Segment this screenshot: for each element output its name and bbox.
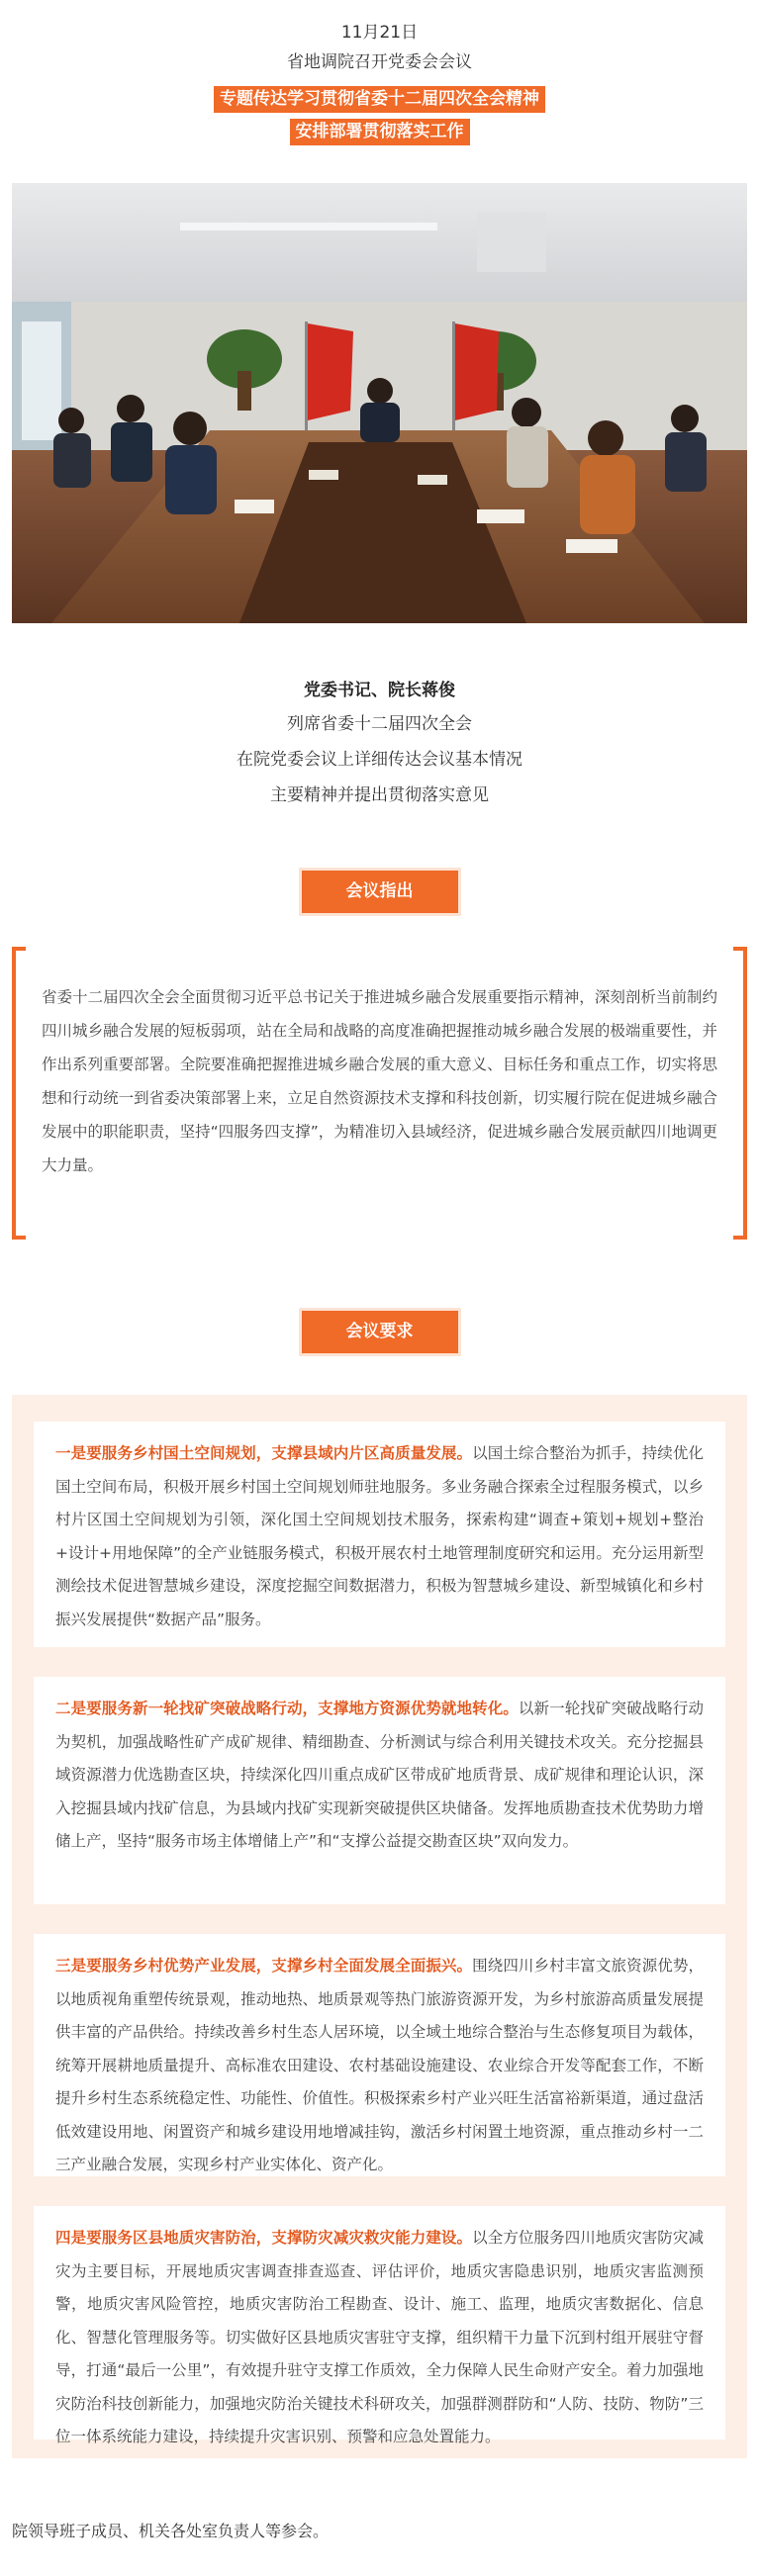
bracket-corner <box>733 947 747 951</box>
headline-line-2: 安排部署贯彻落实工作 <box>290 119 470 145</box>
section-1-body: 省委十二届四次全会全面贯彻习近平总书记关于推进城乡融合发展重要指示精神，深刻剖析当前制约四川城乡融合发展的短板弱项，站在全局和战略的高度准确把握推动城乡融合发展的极端重要性，并作出系列重要部署。全院要准确把握推进城乡融合发展的重大意义、目标任务和重点工作，切实将思想和行动统一到省委决策部署上来，立足自然资源技术支撑和科技创新，切实履行院在促进城乡融合发展中的职能职责，坚持“四服务四支撑”，为精准切入县域经济，促进城乡融合发展贡献四川地调更大力量。 <box>42 988 717 1174</box>
photo-caption <box>0 675 759 813</box>
caption-lead: 党委书记、院长蒋俊 <box>304 681 455 700</box>
attendees-note: 院领导班子成员、机关各处室负责人等参会。 <box>12 2522 330 2540</box>
section-1-box <box>12 947 747 1240</box>
meeting-date: 11月21日 <box>340 23 419 43</box>
caption-line-2: 在院党委会议上详细传达会议基本情况 <box>237 750 522 770</box>
headline-line-1: 专题传达学习贯彻省委十二届四次全会精神 <box>214 86 545 113</box>
bracket-corner <box>12 1236 26 1240</box>
requirement-card-1 <box>34 1422 725 1647</box>
caption-line-1: 列席省委十二届四次全会 <box>287 714 472 734</box>
requirement-lead: 四是要服务区县地质灾害防治，支撑防灾减灾救灾能力建设。 <box>55 2229 473 2247</box>
caption-line-3: 主要精神并提出贯彻落实意见 <box>270 785 489 805</box>
meeting-photo <box>12 183 747 623</box>
requirement-body: 以新一轮找矿突破战略行动为契机，加强战略性矿产成矿规律、精细勘查、分析测试与综合利用关键技术攻关。充分挖掘县域资源潜力优选勘查区块，持续深化四川重点成矿区带成矿地质背景、成矿规律和理论认识，深入挖掘县域内找矿信息，为县域内找矿实现新突破提供区块储备。发挥地质勘查技术优势助力增储上产，坚持“服务市场主体增储上产”和“支撑公益提交勘查区块”双向发力。 <box>55 1700 704 1850</box>
requirement-body: 以全方位服务四川地质灾害防灾减灾为主要目标，开展地质灾害调查排查巡查、评估评价，地质灾害隐患识别，地质灾害监测预警，地质灾害风险管控，地质灾害防治工程勘查、设计、施工、监理，地质灾害数据化、信息化、智慧化管理服务等。切实做好区县地质灾害驻守支撑，组织精干力量下沉到村组开展驻守督导，打通“最后一公里”，有效提升驻守支撑工作质效，全力保障人民生命财产安全。着力加强地灾防治科技创新能力，加强地灾防治关键技术科研攻关，加强群测群防和“人防、技防、物防”三位一体系统能力建设，持续提升灾害识别、预警和应急处置能力。 <box>55 2229 704 2445</box>
requirement-lead: 二是要服务新一轮找矿突破战略行动，支撑地方资源优势就地转化。 <box>55 1700 519 1717</box>
section-1-header <box>0 871 759 913</box>
requirements-panel <box>12 1395 747 2458</box>
requirement-card-3 <box>34 1934 725 2176</box>
requirement-lead: 一是要服务乡村国土空间规划，支撑县域内片区高质量发展。 <box>55 1444 473 1462</box>
requirement-lead: 三是要服务乡村优势产业发展，支撑乡村全面发展全面振兴。 <box>55 1957 473 1975</box>
requirement-text <box>55 1437 704 1636</box>
requirement-text <box>55 1950 704 2182</box>
headline <box>0 83 759 148</box>
requirement-text <box>55 2222 704 2454</box>
requirement-body: 以国土综合整治为抓手，持续优化国土空间布局，积极开展乡村国土空间规划师驻地服务。多业务融合探索全过程服务模式，以乡村片区国土空间规划为引领，深化国土空间规划技术服务，探索构建“调查+策划+规划+整治+设计+用地保障”的全产业链服务模式，积极开展农村土地管理制度研究和运用。充分运用新型测绘技术促进智慧城乡建设，深度挖掘空间数据潜力，积极为智慧城乡建设、新型城镇化和乡村振兴发展提供“数据产品”服务。 <box>55 1444 704 1628</box>
article-header <box>0 0 759 148</box>
section-2-header <box>0 1311 759 1353</box>
requirement-card-4 <box>34 2206 725 2445</box>
requirement-text <box>55 1693 704 1859</box>
section-2-tag: 会议要求 <box>302 1311 458 1353</box>
section-1-tag: 会议指出 <box>302 871 458 913</box>
requirement-card-2 <box>34 1677 725 1904</box>
meeting-title: 省地调院召开党委会会议 <box>287 52 472 72</box>
requirement-body: 围绕四川乡村丰富文旅资源优势，以地质视角重塑传统景观，推动地热、地质景观等热门旅游资源开发，为乡村旅游高质量发展提供丰富的产品供给。持续改善乡村生态人居环境，以全域土地综合整治与生态修复项目为载体，统筹开展耕地质量提升、高标准农田建设、农村基础设施建设、农业综合开发等配套工作，不断提升乡村生态系统稳定性、功能性、价值性。积极探索乡村产业兴旺生活富裕新渠道，通过盘活低效建设用地、闲置资产和城乡建设用地增减挂钩，激活乡村闲置土地资源，重点推动乡村一二三产业融合发展，实现乡村产业实体化、资产化。 <box>55 1957 704 2173</box>
